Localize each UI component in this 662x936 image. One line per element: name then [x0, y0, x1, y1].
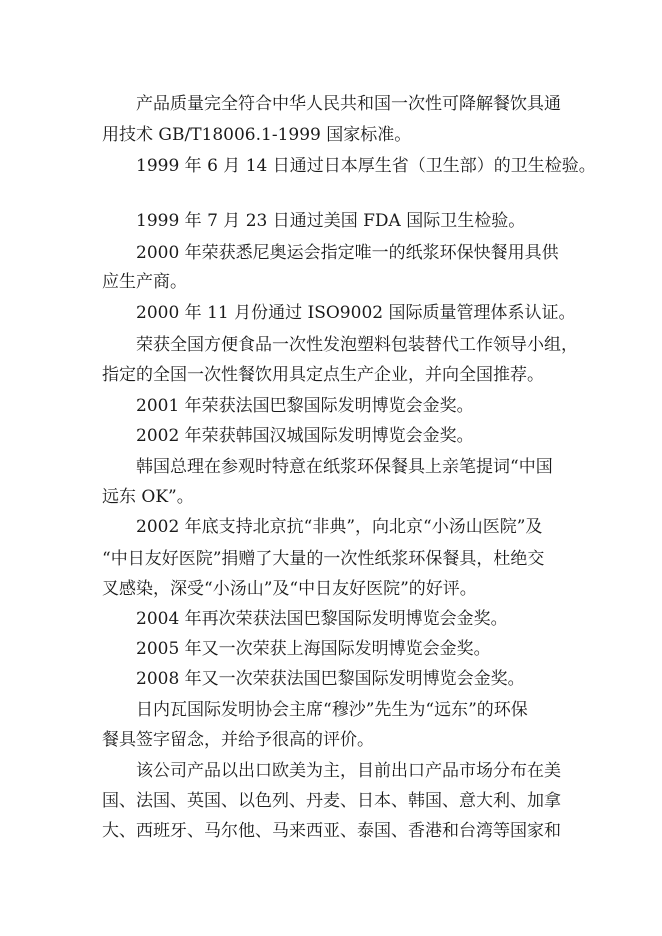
text-line: 荣获全国方便食品一次性发泡塑料包装替代工作领导小组， [136, 335, 578, 355]
text-line: 用技术 GB/T18006.1-1999 国家标准。 [102, 125, 412, 145]
text-line: 大、西班牙、马尔他、马来西亚、泰国、香港和台湾等国家和 [102, 821, 561, 841]
text-line: 餐具签字留念，并给予很高的评价。 [102, 730, 374, 750]
text-line: 该公司产品以出口欧美为主，目前出口产品市场分布在美 [136, 761, 561, 781]
text-line: 2001 年荣获法国巴黎国际发明博览会金奖。 [136, 396, 474, 416]
text-line: 国、法国、英国、以色列、丹麦、日本、韩国、意大利、加拿 [102, 791, 561, 811]
text-line: 2005 年又一次荣获上海国际发明博览会金奖。 [136, 639, 491, 659]
text-line: 1999 年 6 月 14 日通过日本厚生省（卫生部）的卫生检验。 [136, 156, 596, 176]
text-line: 2004 年再次荣获法国巴黎国际发明博览会金奖。 [136, 609, 508, 629]
text-line: 远东 OK”。 [102, 487, 194, 507]
text-line: 2002 年底支持北京抗“非典”，向北京“小汤山医院”及 [136, 517, 543, 537]
text-line: 2000 年 11 月份通过 ISO9002 国际质量管理体系认证。 [136, 303, 576, 323]
text-line: 应生产商。 [102, 272, 187, 292]
text-line: 2000 年荣获悉尼奥运会指定唯一的纸浆环保快餐用具供 [136, 243, 559, 263]
text-line: 2002 年荣获韩国汉城国际发明博览会金奖。 [136, 426, 474, 446]
text-line: 产品质量完全符合中华人民共和国一次性可降解餐饮具通 [136, 94, 561, 114]
text-line: “中日友好医院”捐赠了大量的一次性纸浆环保餐具，杜绝交 [102, 549, 545, 569]
text-line: 日内瓦国际发明协会主席“穆沙”先生为“远东”的环保 [136, 700, 528, 720]
text-line: 1999 年 7 月 23 日通过美国 FDA 国际卫生检验。 [136, 211, 526, 231]
text-line: 叉感染，深受“小汤山”及“中日友好医院”的好评。 [102, 579, 477, 599]
text-line: 韩国总理在参观时特意在纸浆环保餐具上亲笔提词“中国 [136, 457, 553, 477]
text-line: 2008 年又一次荣获法国巴黎国际发明博览会金奖。 [136, 669, 525, 689]
text-line: 指定的全国一次性餐饮用具定点生产企业，并向全国推荐。 [102, 365, 544, 385]
